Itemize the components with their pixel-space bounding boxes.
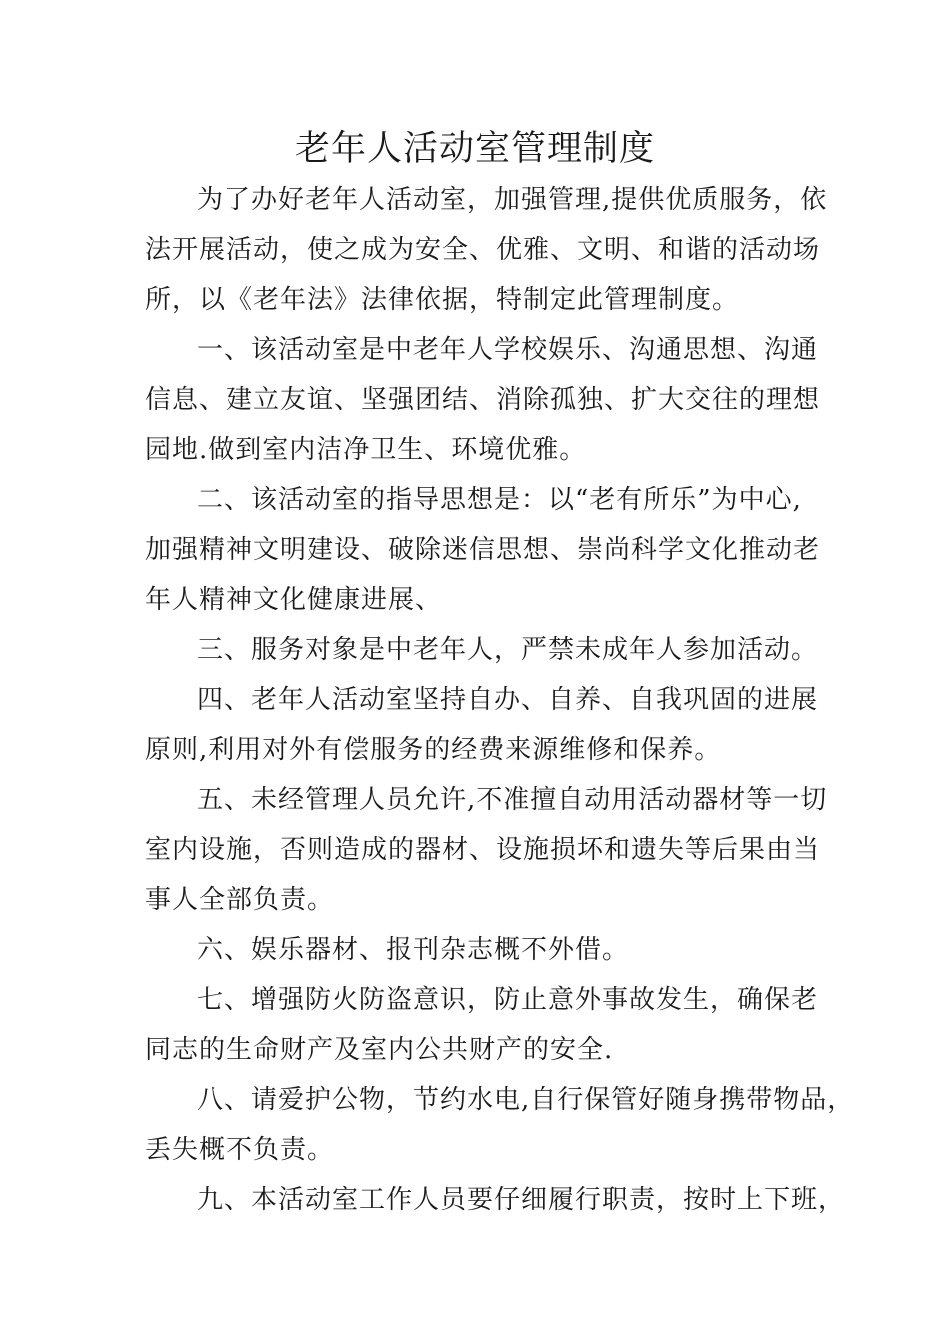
text-line: 园地.做到室内洁净卫生、环境优雅。 [145, 435, 587, 465]
text-line: 一、该活动室是中老年人学校娱乐、沟通思想、沟通 [197, 335, 819, 365]
text-line: 三、服务对象是中老年人，严禁未成年人参加活动。 [197, 635, 819, 665]
text-line: 事人全部负责。 [145, 885, 335, 915]
text-line: 原则,利用对外有偿服务的经费来源维修和保养。 [145, 735, 722, 765]
text-line: 八、请爱护公物，节约水电,自行保管好随身携带物品， [197, 1085, 855, 1115]
document-title: 老年人活动室管理制度 [294, 129, 655, 169]
text-line: 所，以《老年法》法律依据，特制定此管理制度。 [145, 285, 740, 315]
text-line: 为了办好老年人活动室，加强管理,提供优质服务，依 [197, 185, 828, 215]
text-line: 六、娱乐器材、报刊杂志概不外借。 [197, 935, 630, 965]
text-line: 信息、建立友谊、坚强团结、消除孤独、扩大交往的理想 [145, 385, 821, 415]
text-line: 四、老年人活动室坚持自办、自养、自我巩固的进展 [197, 685, 819, 715]
text-line: 同志的生命财产及室内公共财产的安全. [145, 1035, 614, 1065]
text-line: 五、未经管理人员允许,不准擅自动用活动器材等一切 [197, 785, 828, 815]
text-line: 七、增强防火防盗意识，防止意外事故发生，确保老 [197, 985, 819, 1015]
text-line: 年人精神文化健康进展、 [145, 585, 443, 615]
text-line: 九、本活动室工作人员要仔细履行职责，按时上下班， [197, 1185, 846, 1215]
text-line: 加强精神文明建设、破除迷信思想、崇尚科学文化推动老 [145, 535, 821, 565]
text-line: 二、该活动室的指导思想是：以“老有所乐”为中心, [197, 485, 802, 515]
text-line: 法开展活动，使之成为安全、优雅、文明、和谐的活动场 [145, 235, 821, 265]
text-line: 丢失概不负责。 [145, 1135, 335, 1165]
text-line: 室内设施，否则造成的器材、设施损坏和遗失等后果由当 [145, 835, 821, 865]
